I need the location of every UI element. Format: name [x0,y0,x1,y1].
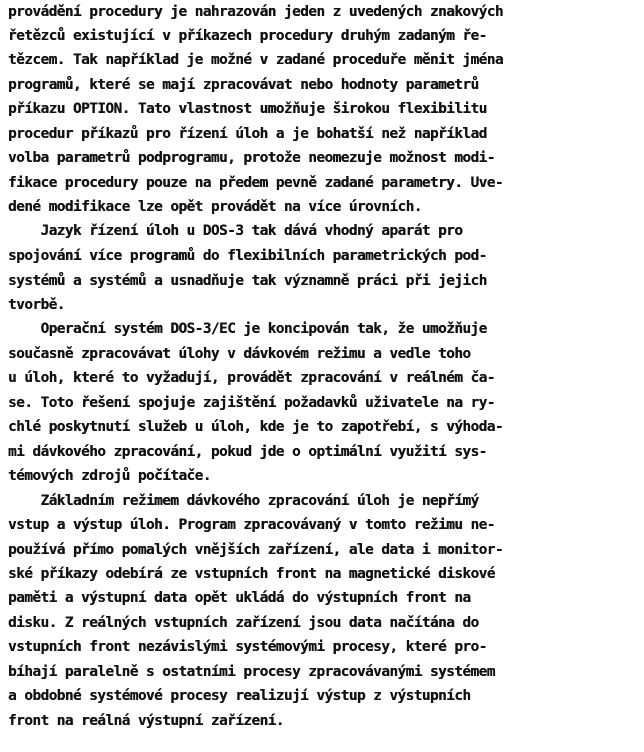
text-line-27: vstupních front nezávislými systémovými procesy, které pro- [8,639,487,655]
text-line-2: řetězců existující v příkazech procedury druhým zadaným ře- [8,28,487,44]
text-line-30: front na reálná výstupní zařízení. [8,713,284,729]
text-line-13: tvorbě. [8,297,65,313]
text-line-18: chlé poskytnutí služeb u úloh, kde je to zapotřebí, s výhoda- [8,419,503,435]
text-line-17: se. Toto řešení spojuje zajištění požadavků uživatele na ry- [8,395,495,411]
text-line-25: paměti a výstupní data opět ukládá do výstupních front na [8,590,471,606]
text-line-10: Jazyk řízení úloh u DOS-3 tak dává vhodný aparát pro [8,223,463,239]
text-line-11: spojování více programů do flexibilních parametrických pod- [8,248,487,264]
text-line-20: témových zdrojů počítače. [8,468,211,484]
text-line-16: u úloh, které to vyžadují, provádět zpracování v reálném ča- [8,370,495,386]
text-line-1: provádění procedury je nahrazován jeden z uvedených znakových [8,4,503,20]
text-line-6: procedur příkazů pro řízení úloh a je bohatší než například [8,126,487,142]
text-line-14: Operační systém DOS-3/EC je koncipován tak, že umožňuje [8,321,487,337]
text-line-19: mi dávkového zpracování, pokud jde o optimální využití sys- [8,444,487,460]
text-line-24: ské příkazy odebírá ze vstupních front na magnetické diskové [8,566,495,582]
text-line-12: systémů a systémů a usnadňuje tak významně práci při jejich [8,273,487,289]
text-line-23: používá přímo pomalých vnějších zařízení, ale data i monitor- [8,542,503,558]
text-line-26: disku. Z reálných vstupních zařízení jsou data načítána do [8,615,479,631]
text-line-21: Základním režimem dávkového zpracování úloh je nepřímý [8,493,479,509]
text-line-15: současně zpracovávat úlohy v dávkovém režimu a vedle toho [8,346,471,362]
text-line-3: tězcem. Tak například je možné v zadané proceduře měnit jména [8,52,503,68]
text-line-4: programů, které se mají zpracovávat nebo hodnoty parametrů [8,77,479,93]
text-line-28: bíhají paralelně s ostatními procesy zpracovávanými systémem [8,664,495,680]
text-line-7: volba parametrů podprogramu, protože neomezuje možnost modi- [8,150,495,166]
text-line-29: a obdobné systémové procesy realizují výstup z výstupních [8,688,471,704]
text-line-5: příkazu OPTION. Tato vlastnost umožňuje širokou flexibilitu [8,101,487,117]
text-line-22: vstup a výstup úloh. Program zpracovávaný v tomto režimu ne- [8,517,495,533]
text-line-9: dené modifikace lze opět provádět na více úrovních. [8,199,422,215]
text-line-8: fikace procedury pouze na předem pevně zadané parametry. Uve- [8,175,503,191]
